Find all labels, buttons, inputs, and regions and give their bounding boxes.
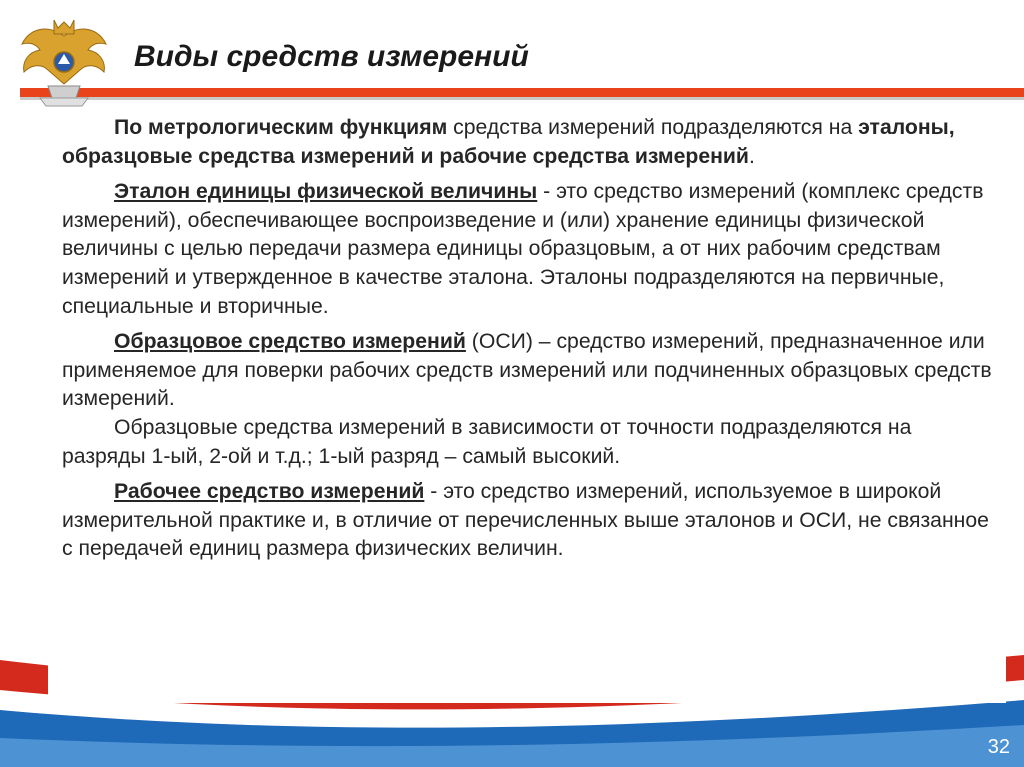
page-number: 32 (987, 736, 1010, 758)
title-underline-orange (20, 88, 1024, 97)
paragraph-text: (ОСИ) – средство измерений, предназначенное или применяемое для поверки рабочих средств измерений или подчиненных образцовых средств измерений. (62, 330, 992, 411)
content-panel (48, 108, 1006, 703)
paragraph-text: - это средство измерений, используемое в широкой измерительной практике и, в отличие от перечисленных выше эталонов и ОСИ, не связанное с передачей единиц размера физических величин. (62, 480, 989, 561)
slide-title: Виды средств измерений (134, 40, 529, 73)
bold-categories: эталоны, образцовые средства измерений и рабочие средства измерений (62, 116, 955, 168)
body-text (62, 114, 996, 571)
paragraph-grades (62, 414, 996, 471)
paragraph-text: средства измерений подразделяются на (447, 116, 859, 139)
term-reference-instrument: Образцовое средство измерений (114, 330, 466, 354)
paragraph-text: . (748, 144, 755, 168)
term-standard: Эталон единицы физической величины (114, 180, 538, 204)
paragraph-standard (62, 178, 996, 321)
paragraph-text: - это средство измерений (комплекс средств измерений), обеспечивающее воспроизведение и (или) хранение единицы физической величины с целью передачи размера единицы образцовым, а от них рабочим средствам измерений и утвержденное в качестве эталона. Эталоны подразделяются на первичные, специальные и вторичные. (62, 180, 984, 318)
double-headed-eagle-emblem-icon (18, 14, 110, 110)
paragraph-classification (62, 114, 996, 171)
paragraph-working-instrument (62, 478, 996, 564)
paragraph-text: Образцовые средства измерений в зависимости от точности подразделяются на разряды 1-ый, 2-ой и т.д.; 1-ый разряд – самый высокий. (62, 415, 912, 468)
paragraph-reference-instrument (62, 328, 996, 414)
title-underline-grey (20, 97, 1024, 100)
bold-lead: По метрологическим функциям (114, 116, 448, 139)
term-working-instrument: Рабочее средство измерений (114, 480, 425, 504)
